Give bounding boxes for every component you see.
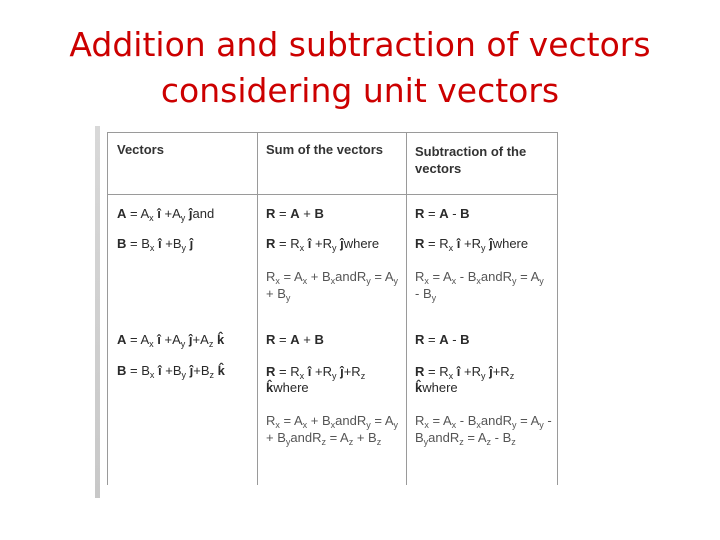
row2-sub-line3: $R_x = A_x$ - $B_xandR_y = A_y$ - $B_yandR_z = A_z - B_z$ [415, 413, 552, 447]
header-sum: Sum of the vectors [266, 142, 384, 157]
row2-sub-line2: $R = R_x$ î $+R_y$ $ĵ+R_z$ k̂where [415, 364, 515, 395]
column-divider [406, 133, 407, 485]
row2-sum-line2: $R = R_x$ î $+R_y$ $ĵ+R_z$ k̂where [266, 364, 366, 395]
header-divider [108, 194, 557, 195]
left-edge-bar [95, 126, 100, 498]
row1-sub-line3: $R_x = A_x$ - $B_xandR_y = A_y - B_y$ [415, 269, 544, 303]
vectors-table [107, 132, 558, 485]
row2-vector-b: $B = B_x$ î $+B_y$ $ĵ+B_z$ k̂ [117, 363, 225, 380]
header-subtraction: Subtraction of the vectors [415, 144, 527, 176]
row1-sum-line3: $R_x = A_x$ + $B_xandR_y = A_y + B_y$ [266, 269, 399, 303]
row1-sub-line1: R = A - B [415, 206, 470, 221]
row2-sub-line1: R = A - B [415, 332, 470, 347]
row2-vector-a: $A = A_x$ î $+A_y$ $ĵ+A_z$ k̂ [117, 332, 225, 349]
row2-sum-line1: R = A + B [266, 332, 324, 347]
header-vectors: Vectors [117, 142, 164, 157]
row1-sum-line1: R = A + B [266, 206, 324, 221]
row1-sum-line2: $R = R_x$ î $+R_y$ ĵwhere [266, 236, 380, 253]
row1-vector-b: $B = B_x$ î $+B_y$ ĵ [117, 236, 194, 253]
slide-title [0, 22, 720, 114]
row1-vector-a: $A = A_x$ î $+A_y$ ĵand [117, 206, 215, 223]
row2-sum-line3: $R_x = A_x$ + $B_xandR_y = A_y$ + $B_yandR_z = A_z + B_z$ [266, 413, 399, 447]
title-line-2: considering unit vectors [160, 71, 560, 110]
column-divider [257, 133, 258, 485]
title-line-1: Addition and subtraction of vectors [69, 25, 651, 64]
row1-sub-line2: $R = R_x$ î $+R_y$ ĵwhere [415, 236, 529, 253]
